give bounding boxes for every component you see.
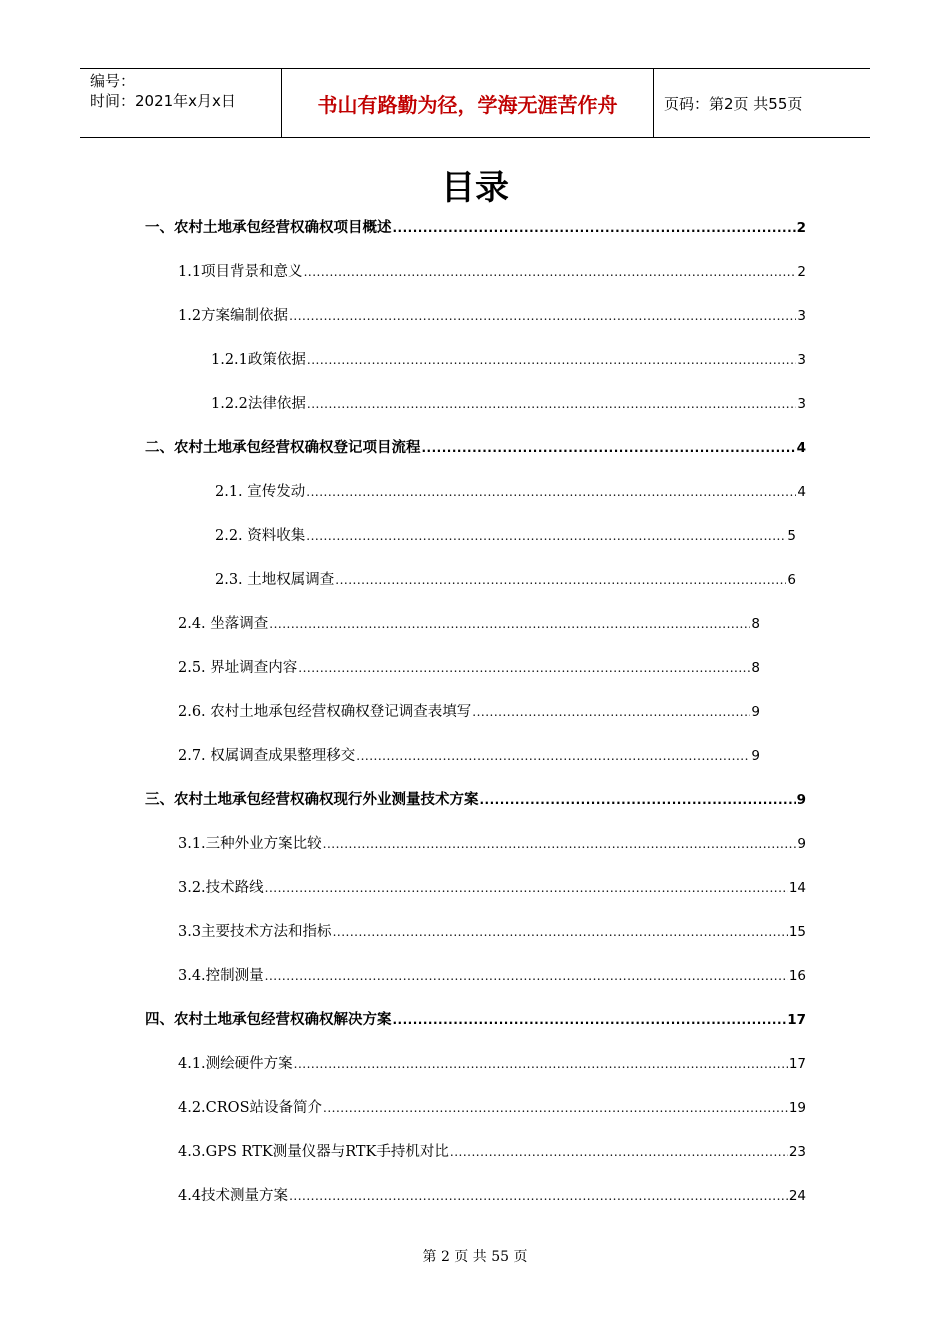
toc-leader [307,350,797,370]
toc-entry-label: 1.1项目背景和意义 [178,264,303,280]
toc-entry-label: 2.1. 宣传发动 [215,484,306,500]
toc-entry-label: 2.7. 权属调查成果整理移交 [178,748,356,764]
toc-entry-label: 1.2.1政策依据 [211,352,306,368]
toc-entry-2-3[interactable] [215,566,796,590]
toc-entry-page: 8 [751,616,760,632]
toc-entry-page: 3 [797,352,806,368]
toc-entry-page: 9 [797,836,806,852]
toc-entry-label: 2.4. 坐落调查 [178,616,269,632]
toc-leader [450,1142,788,1162]
toc-leader [294,1054,788,1074]
toc-entry-label: 3.1.三种外业方案比较 [178,836,322,852]
toc-leader [289,1186,788,1206]
toc-entry-label: 2.2. 资料收集 [215,528,306,544]
toc-leader [323,1098,788,1118]
toc-entry-label: 四、农村土地承包经营权确权解决方案 [145,1012,392,1028]
toc-entry-page: 14 [788,880,806,896]
toc-entry-page: 4 [796,440,806,456]
toc-leader [422,438,796,458]
toc-entry-2-7[interactable] [178,742,760,766]
toc-entry-label: 4.2.CROS站设备简介 [178,1100,323,1116]
serial-label: 编号： [90,72,136,90]
toc-entry-3-1[interactable] [178,830,806,854]
toc-leader [306,482,796,502]
toc-leader [356,746,750,766]
toc-entry-label: 4.1.测绘硬件方案 [178,1056,293,1072]
toc-leader [333,922,788,942]
header-motto: 书山有路勤为径，学海无涯苦作舟 [282,69,654,137]
toc-leader [480,790,796,810]
toc-leader [265,966,788,986]
toc-leader [265,878,788,898]
toc-entry-page: 9 [751,704,760,720]
toc-entry-3-4[interactable] [178,962,806,986]
toc-entry-label: 2.3. 土地权属调查 [215,572,335,588]
toc-entry-label: 4.4技术测量方案 [178,1188,289,1204]
toc-leader [472,702,750,722]
toc-entry-page: 4 [797,484,806,500]
toc-entry-page: 9 [751,748,760,764]
toc-entry-2-6[interactable] [178,698,760,722]
toc-leader [304,262,797,282]
toc-entry-label: 1.2.2法律依据 [211,396,306,412]
header-meta [80,69,282,137]
toc-entry-4[interactable] [145,1006,806,1030]
toc-entry-4-4[interactable] [178,1182,806,1206]
time-label: 时间：2021年x月x日 [90,92,236,110]
toc-entry-3[interactable] [145,786,806,810]
toc-leader [393,1010,787,1030]
toc-entry-page: 15 [788,924,806,940]
toc-entry-page: 19 [788,1100,806,1116]
toc-leader [393,218,796,238]
toc-entry-page: 3 [797,396,806,412]
toc-entry-1-2-1[interactable] [211,346,806,370]
toc-entry-2[interactable] [145,434,806,458]
page-header [80,68,870,138]
page-title: 目录 [441,168,509,208]
toc-entry-4-3[interactable] [178,1138,806,1162]
toc-entry-page: 9 [796,792,806,808]
toc-entry-2-2[interactable] [215,522,796,546]
toc-entry-3-2[interactable] [178,874,806,898]
toc-entry-page: 23 [788,1144,806,1160]
toc-entry-label: 三、农村土地承包经营权确权现行外业测量技术方案 [145,792,479,808]
toc-leader [306,526,786,546]
toc-leader [323,834,797,854]
toc-entry-page: 2 [796,220,806,236]
header-page-info: 页码：第2页 共55页 [664,94,803,113]
toc-entry-label: 4.3.GPS RTK测量仪器与RTK手持机对比 [178,1144,449,1160]
toc-entry-page: 2 [797,264,806,280]
toc-entry-label: 一、农村土地承包经营权确权项目概述 [145,220,392,236]
toc-entry-label: 1.2方案编制依据 [178,308,289,324]
page-footer: 第 2 页 共 55 页 [422,1249,528,1265]
toc-entry-label: 3.4.控制测量 [178,968,264,984]
toc-entry-page: 5 [787,528,796,544]
toc-entry-page: 24 [788,1188,806,1204]
toc-entry-4-2[interactable] [178,1094,806,1118]
toc-entry-label: 2.5. 界址调查内容 [178,660,298,676]
toc-entry-page: 6 [787,572,796,588]
toc-leader [289,306,796,326]
toc-entry-label: 3.2.技术路线 [178,880,264,896]
toc-entry-label: 3.3主要技术方法和指标 [178,924,332,940]
toc-leader [307,394,797,414]
toc-leader [335,570,786,590]
toc-entry-page: 16 [788,968,806,984]
toc-entry-page: 17 [788,1056,806,1072]
toc-entry-1-1[interactable] [178,258,806,282]
toc-leader [269,614,750,634]
toc-entry-2-1[interactable] [215,478,806,502]
toc-entry-3-3[interactable] [178,918,806,942]
toc-entry-page: 8 [751,660,760,676]
toc-entry-2-5[interactable] [178,654,760,678]
toc-entry-1-2[interactable] [178,302,806,326]
toc-entry-2-4[interactable] [178,610,760,634]
toc-entry-page: 17 [787,1012,806,1028]
toc-entry-1-2-2[interactable] [211,390,806,414]
toc-entry-4-1[interactable] [178,1050,806,1074]
toc-leader [298,658,750,678]
toc-entry-page: 3 [797,308,806,324]
toc-entry-label: 2.6. 农村土地承包经营权确权登记调查表填写 [178,704,472,720]
toc-entry-1[interactable] [145,214,806,238]
toc-entry-label: 二、农村土地承包经营权确权登记项目流程 [145,440,421,456]
